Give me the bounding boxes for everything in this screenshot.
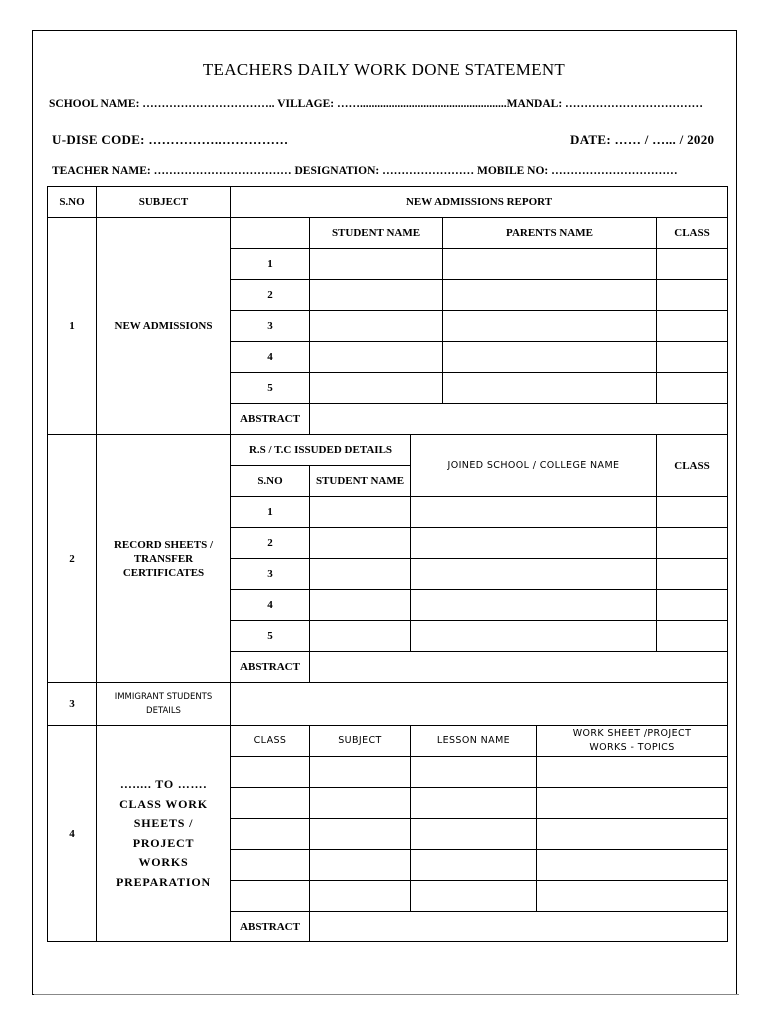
- sec1-row-number: 2: [231, 280, 310, 311]
- sec4-subject-cell[interactable]: [310, 757, 411, 788]
- mobile-blank[interactable]: ……………………………: [551, 165, 678, 177]
- teacher-name-blank[interactable]: ………………………………: [153, 165, 292, 177]
- udise-blank[interactable]: ……………..……………: [148, 132, 289, 147]
- sec2-header-sno: S.NO: [231, 466, 310, 497]
- sec3-details-cell[interactable]: [231, 683, 728, 726]
- sec2-header-class: CLASS: [657, 435, 728, 497]
- header-line-school: [49, 98, 703, 110]
- sec4-header-class: CLASS: [231, 726, 310, 757]
- sec1-student-name-cell[interactable]: [310, 280, 443, 311]
- sec1-parents-name-cell[interactable]: [443, 280, 657, 311]
- sec4-subject-cell[interactable]: [310, 881, 411, 912]
- sec4-subject-line-6: PREPARATION: [115, 874, 212, 889]
- sec2-class-cell[interactable]: [657, 497, 728, 528]
- sec4-lesson-cell[interactable]: [411, 757, 537, 788]
- sec1-class-cell[interactable]: [657, 311, 728, 342]
- sec1-abstract-cell[interactable]: [310, 404, 728, 435]
- sec1-parents-name-cell[interactable]: [443, 249, 657, 280]
- sec2-header-student-name: STUDENT NAME: [310, 466, 411, 497]
- sec2-subject: [97, 435, 231, 683]
- sec1-header-student-name: STUDENT NAME: [310, 218, 443, 249]
- sec2-subject-line-3: CERTIFICATES: [122, 566, 205, 579]
- sec1-student-name-cell[interactable]: [310, 311, 443, 342]
- work-done-table: [47, 186, 728, 942]
- mandal-label: MANDAL:: [506, 98, 566, 110]
- sec2-subject-line-1: RECORD SHEETS /: [113, 538, 214, 551]
- school-name-label: SCHOOL NAME:: [49, 98, 143, 110]
- sec4-number: 4: [48, 726, 97, 942]
- village-label: VILLAGE:: [274, 98, 337, 110]
- sec1-col-header-row: [48, 218, 728, 249]
- sec2-class-cell[interactable]: [657, 590, 728, 621]
- sec4-subject-cell[interactable]: [310, 788, 411, 819]
- sec4-worksheet-cell[interactable]: [537, 881, 728, 912]
- sec2-student-name-cell[interactable]: [310, 590, 411, 621]
- header-new-admissions-report: NEW ADMISSIONS REPORT: [231, 187, 728, 218]
- sec4-class-cell[interactable]: [231, 757, 310, 788]
- sec2-row-number: 4: [231, 590, 310, 621]
- sec4-subject: [97, 726, 231, 942]
- document-title: TEACHERS DAILY WORK DONE STATEMENT: [202, 60, 566, 79]
- teacher-name-label: TEACHER NAME:: [52, 165, 154, 177]
- sec1-row-number: 1: [231, 249, 310, 280]
- school-name-blank[interactable]: ……………………………..: [142, 98, 275, 110]
- sec4-subject-line-3: SHEETS /: [133, 816, 194, 830]
- sec1-student-name-cell[interactable]: [310, 373, 443, 404]
- sec1-class-cell[interactable]: [657, 342, 728, 373]
- sec2-student-name-cell[interactable]: [310, 528, 411, 559]
- mobile-label: MOBILE NO:: [474, 165, 552, 177]
- sec3-row: [48, 683, 728, 726]
- udise-label: U-DISE CODE:: [52, 132, 149, 147]
- sec4-header-worksheet-line-2: WORKS - TOPICS: [589, 742, 675, 753]
- sec4-worksheet-cell[interactable]: [537, 788, 728, 819]
- sec1-abstract-label: ABSTRACT: [231, 404, 310, 435]
- table-header-row: [48, 187, 728, 218]
- sec1-row-number: 4: [231, 342, 310, 373]
- header-sno: S.NO: [48, 187, 97, 218]
- header-line-teacher: [52, 165, 678, 177]
- mandal-blank[interactable]: ………………………………: [565, 98, 704, 110]
- sec4-lesson-cell[interactable]: [411, 788, 537, 819]
- sec4-class-cell[interactable]: [231, 881, 310, 912]
- sec1-subject: NEW ADMISSIONS: [97, 218, 231, 435]
- sec4-worksheet-cell[interactable]: [537, 850, 728, 881]
- sec1-student-name-cell[interactable]: [310, 342, 443, 373]
- sec1-header-class: CLASS: [657, 218, 728, 249]
- sec3-subject: [97, 683, 231, 726]
- date-blank[interactable]: …… / …... / 2020: [614, 132, 715, 147]
- sec2-header-row-1: [48, 435, 728, 466]
- sec1-number: 1: [48, 218, 97, 435]
- sec4-subject-line-1: …..... TO …….: [119, 777, 208, 791]
- sec4-subject-line-5: WORKS: [138, 855, 189, 869]
- sec4-lesson-cell[interactable]: [411, 881, 537, 912]
- designation-blank[interactable]: ……………………: [382, 165, 475, 177]
- sec3-subject-line-1: IMMIGRANT STUDENTS: [114, 692, 213, 702]
- sec4-subject-cell[interactable]: [310, 819, 411, 850]
- sec4-header-subject: SUBJECT: [310, 726, 411, 757]
- sec2-joined-school-cell[interactable]: [411, 497, 657, 528]
- sec2-row-number: 2: [231, 528, 310, 559]
- sec1-class-cell[interactable]: [657, 280, 728, 311]
- page-shadow: [34, 994, 739, 998]
- header-subject: SUBJECT: [97, 187, 231, 218]
- sec4-lesson-cell[interactable]: [411, 850, 537, 881]
- sec4-class-cell[interactable]: [231, 788, 310, 819]
- sec1-parents-name-cell[interactable]: [443, 373, 657, 404]
- sec4-worksheet-cell[interactable]: [537, 819, 728, 850]
- sec2-class-cell[interactable]: [657, 559, 728, 590]
- sec2-student-name-cell[interactable]: [310, 621, 411, 652]
- sec4-subject-line-4: PROJECT: [132, 835, 195, 850]
- sec4-class-cell[interactable]: [231, 819, 310, 850]
- sec1-row-number: 3: [231, 311, 310, 342]
- sec4-class-cell[interactable]: [231, 850, 310, 881]
- sec1-row-number: 5: [231, 373, 310, 404]
- sec2-student-name-cell[interactable]: [310, 559, 411, 590]
- sec2-class-cell[interactable]: [657, 621, 728, 652]
- sec1-student-name-cell[interactable]: [310, 249, 443, 280]
- sec4-subject-cell[interactable]: [310, 850, 411, 881]
- sec1-blank-header: [231, 218, 310, 249]
- sec2-class-cell[interactable]: [657, 528, 728, 559]
- sec4-col-header-row: [48, 726, 728, 757]
- sec1-class-cell[interactable]: [657, 373, 728, 404]
- sec2-joined-school-cell[interactable]: [411, 559, 657, 590]
- sec2-abstract-label: ABSTRACT: [231, 652, 310, 683]
- sec4-abstract-label: ABSTRACT: [231, 912, 310, 942]
- sec2-joined-school-college-name: JOINED SCHOOL / COLLEGE NAME: [411, 435, 657, 497]
- sec4-header-worksheet: [537, 726, 728, 757]
- sec3-subject-line-2: DETAILS: [146, 706, 181, 716]
- sec2-row-number: 5: [231, 621, 310, 652]
- sec1-parents-name-cell[interactable]: [443, 342, 657, 373]
- designation-label: DESIGNATION:: [291, 165, 383, 177]
- sec2-abstract-cell[interactable]: [310, 652, 728, 683]
- sec2-joined-school-cell[interactable]: [411, 621, 657, 652]
- sec1-class-cell[interactable]: [657, 249, 728, 280]
- sec2-student-name-cell[interactable]: [310, 497, 411, 528]
- sec4-lesson-cell[interactable]: [411, 819, 537, 850]
- sec4-header-worksheet-line-1: WORK SHEET /PROJECT: [572, 728, 692, 739]
- sec4-worksheet-cell[interactable]: [537, 757, 728, 788]
- sec2-number: 2: [48, 435, 97, 683]
- sec1-parents-name-cell[interactable]: [443, 311, 657, 342]
- header-line-udise: [52, 132, 288, 148]
- sec2-joined-school-cell[interactable]: [411, 528, 657, 559]
- sec2-joined-school-cell[interactable]: [411, 590, 657, 621]
- sec1-header-parents-name: PARENTS NAME: [443, 218, 657, 249]
- sec4-subject-line-2: CLASS WORK: [119, 796, 208, 811]
- sec3-number: 3: [48, 683, 97, 726]
- date-label: DATE:: [570, 132, 615, 147]
- sec2-subject-line-2: TRANSFER: [133, 552, 194, 565]
- sec2-row-number: 3: [231, 559, 310, 590]
- sec2-row-number: 1: [231, 497, 310, 528]
- header-date: [570, 132, 714, 148]
- sec4-abstract-cell[interactable]: [310, 912, 728, 942]
- village-blank[interactable]: ……...................................................: [336, 98, 507, 110]
- sec2-rs-tc-issued-details: R.S / T.C ISSUDED DETAILS: [231, 435, 411, 466]
- sec4-header-lesson-name: LESSON NAME: [411, 726, 537, 757]
